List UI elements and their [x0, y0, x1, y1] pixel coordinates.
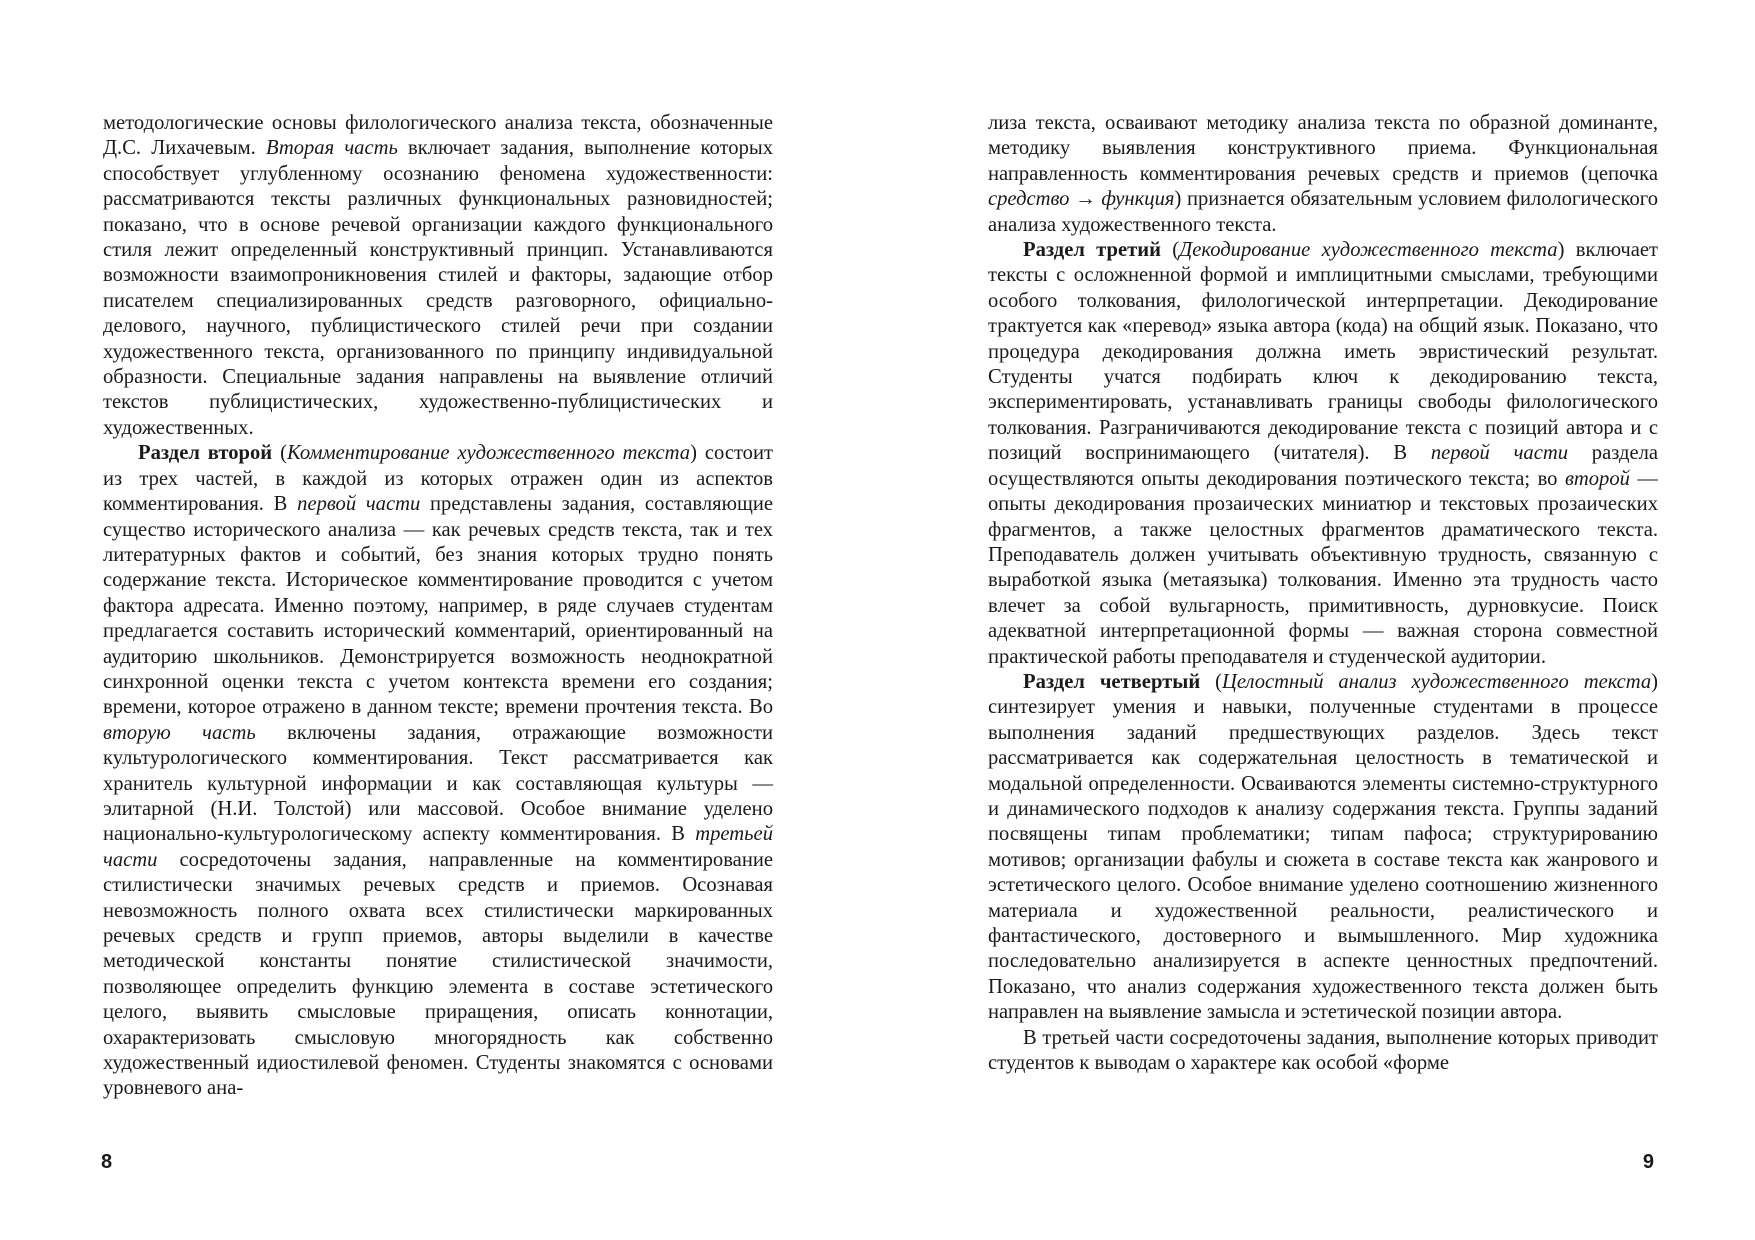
- text-run: (: [272, 442, 287, 465]
- paragraph: [103, 441, 773, 1102]
- text-run: включает задания, выполнение которых способствует углубленному осознанию феномена художественности: рассматриваются тексты различных функциональных разновидностей; показано, что в основе речевой организации каждого функционального стиля лежит определенный конструктивный принцип. Устанавливаются возможности взаимопроникновения стилей и факторы, задающие отбор писателем специализированных средств разговорного, официально-делового, научного, публицистического стилей речи при создании художественного текста, организованного по принципу индивидуальной образности. Специальные задания направлены на выявление отличий текстов публицистических, художественно-публицистических и художественных.: [103, 137, 773, 439]
- page-number-right: 9: [1642, 1151, 1654, 1173]
- section-heading: Раздел третий: [1023, 239, 1161, 262]
- text-run: включены задания, отражающие возможности культурологического комментирования. Текст рассматривается как хранитель культурной информации и как составляющая культуры — элитарной (Н.И. Толстой) или массовой. Особое внимание уделено национально-культурологическому аспекту комментирования. В: [103, 721, 773, 846]
- section-heading: Раздел четвертый: [1023, 670, 1201, 693]
- emphasis: первой части: [297, 493, 421, 516]
- text-run: ) синтезирует умения и навыки, полученные студентами в процессе выполнения заданий предшествующих разделов. Здесь текст рассматривается как содержательная целостность в тематической и модальной определенности. Осваиваются элементы системно-структурного и динамического подходов к анализу содержания текста. Группы заданий посвящены типам проблематики; типам пафоса; структурированию мотивов; организации фабулы и сюжета в составе текста как жанрового и эстетического целого. Особое внимание уделено соотношению жизненного материала и художественной реальности, реалистического и фантастического, достоверного и вымышленного. Мир художника последовательно анализируется в аспекте ценностных предпочтений. Показано, что анализ содержания художественного текста должен быть направлен на выявление замысла и эстетической позиции автора.: [988, 670, 1659, 1024]
- text-run: ) включает тексты с осложненной формой и имплицитными смыслами, требующими особого толкования, филологической интерпретации. Декодирование трактуется как «перевод» языка автора (кода) на общий язык. Показано, что процедура декодирования должна иметь эвристический результат. Студенты учатся подбирать ключ к декодированию текста, экспериментировать, устанавливать границы свободы филологического толкования. Разграничиваются декодирование текста с позиций автора и с позиций воспринимающего (читателя). В: [988, 239, 1658, 465]
- emphasis: Вторая часть: [266, 137, 398, 160]
- emphasis: Комментирование художественного текста: [286, 442, 691, 465]
- left-page-text: [103, 111, 773, 1102]
- emphasis: третьей части: [103, 823, 773, 871]
- section-heading: Раздел второй: [138, 442, 273, 465]
- emphasis: первой части: [1430, 442, 1569, 465]
- emphasis: Целостный анализ художественного текста: [1222, 670, 1652, 693]
- emphasis: второй: [1564, 467, 1630, 490]
- emphasis: вторую часть: [103, 721, 256, 744]
- paragraph: [103, 111, 773, 441]
- text-run: (: [1200, 670, 1222, 693]
- text-run: ) состоит из трех частей, в каждой из которых отражен один из аспектов комментирования. В: [103, 442, 773, 516]
- paragraph: [988, 670, 1658, 1026]
- text-run: методологические основы филологического анализа текста, обозначенные Д.С. Лихачевым.: [103, 112, 773, 160]
- text-run: раздела осуществляются опыты декодирования поэтического текста; во: [988, 442, 1659, 490]
- text-run: — опыты декодирования прозаических миниатюр и текстовых прозаических фрагментов, а также целостных фрагментов драматического текста. Преподаватель должен учитывать объективную трудность, связанную с выработкой языка (метаязыка) толкования. Именно эта трудность часто влечет за собой вульгарность, примитивность, дурновкусие. Поиск адекватной интерпретационной формы — важная сторона совместной практической работы преподавателя и студенческой аудитории.: [988, 467, 1659, 668]
- text-run: представлены задания, составляющие существо исторического анализа — как речевых средств текста, так и тех литературных фактов и событий, без знания которых трудно понять содержание текста. Историческое комментирование проводится с учетом фактора адресата. Именно поэтому, например, в ряде случаев студентам предлагается составить исторический комментарий, ориентированный на аудиторию школьников. Демонстрируется возможность неоднократной синхронной оценки текста с учетом контекста времени его создания; времени, которое отражено в данном тексте; времени прочтения текста. Во: [103, 493, 774, 719]
- paragraph: [988, 1026, 1658, 1077]
- left-page: [0, 0, 877, 1240]
- right-page-text: [988, 111, 1658, 1076]
- text-run: В третьей части сосредоточены задания, выполнение которых приводит студентов к выводам о характере как особой «форме: [988, 1026, 1658, 1075]
- paragraph: [988, 238, 1658, 670]
- emphasis: средство → функция: [988, 188, 1175, 211]
- text-run: лиза текста, осваивают методику анализа текста по образной доминанте, методику выявления конструктивного приема. Функциональная направленность комментирования речевых средств и приемов (цепочка: [988, 112, 1658, 185]
- text-run: (: [1160, 239, 1180, 262]
- page-number-left: 8: [101, 1151, 113, 1173]
- text-run: ) признается обязательным условием филологического анализа художественного текста.: [988, 188, 1658, 236]
- right-page: [877, 0, 1755, 1240]
- paragraph: [988, 111, 1658, 238]
- text-run: сосредоточены задания, направленные на комментирование стилистически значимых речевых средств и приемов. Осознавая невозможность полного охвата всех стилистически маркированных речевых средств и групп приемов, авторы выделили в качестве методической константы понятие стилистической значимости, позволяющее определить функцию элемента в составе эстетического целого, выявить смысловые приращения, описать коннотации, охарактеризовать смысловую многорядность как собственно художественный идиостилевой феномен. Студенты знакомятся с основами уровневого ана-: [103, 848, 773, 1100]
- emphasis: Декодирование художественного текста: [1179, 239, 1558, 262]
